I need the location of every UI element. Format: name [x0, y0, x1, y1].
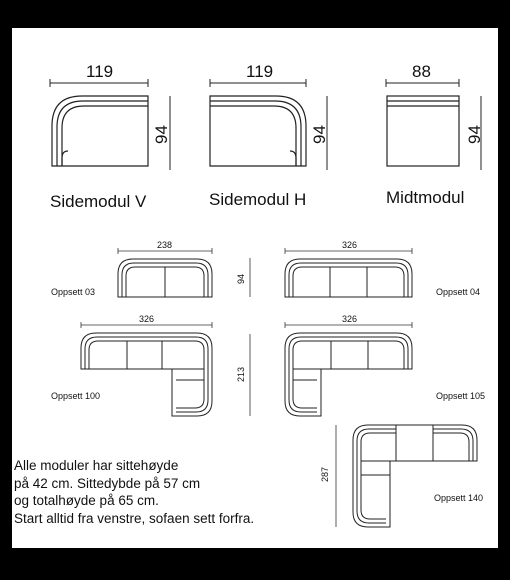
setup-03-label: Oppsett 03 [51, 287, 96, 297]
module-m-width: 88 [412, 62, 431, 81]
module-h-name: Sidemodul H [209, 190, 307, 209]
setup-140-depth: 287 [320, 466, 330, 482]
notes-block [14, 457, 254, 527]
module-h-depth: 94 [310, 125, 329, 144]
module-v-drawing [52, 96, 148, 166]
module-h-width: 119 [246, 62, 274, 81]
module-m-depth: 94 [465, 125, 484, 144]
setup-04-label: Oppsett 04 [436, 287, 481, 297]
setup-100-label: Oppsett 100 [51, 391, 101, 401]
setup-140-label: Oppsett 140 [434, 493, 484, 503]
setup-100-depth: 213 [236, 366, 246, 382]
setup-100-width: 326 [139, 314, 155, 324]
note-line: Start alltid fra venstre, sofaen sett forfra. [14, 510, 255, 526]
module-h-drawing [210, 96, 306, 166]
setup-03-depth: 94 [236, 273, 246, 284]
module-m-name: Midtmodul [386, 188, 465, 207]
note-line: Alle moduler har sittehøyde [14, 458, 179, 473]
module-m-drawing [387, 96, 459, 166]
note-line: på 42 cm. Sittedybde på 57 cm [14, 475, 201, 491]
setup-03-drawing [118, 259, 212, 297]
note-line: og totalhøyde på 65 cm. [14, 493, 159, 508]
setup-04-width: 326 [342, 240, 358, 250]
module-v-depth: 94 [152, 125, 171, 144]
setup-105-label: Oppsett 105 [436, 391, 486, 401]
setup-03-width: 238 [157, 240, 173, 250]
setup-105-width: 326 [342, 314, 358, 324]
module-v-width: 119 [86, 62, 114, 81]
module-v-name: Sidemodul V [50, 192, 147, 211]
setup-04-drawing [285, 259, 412, 297]
